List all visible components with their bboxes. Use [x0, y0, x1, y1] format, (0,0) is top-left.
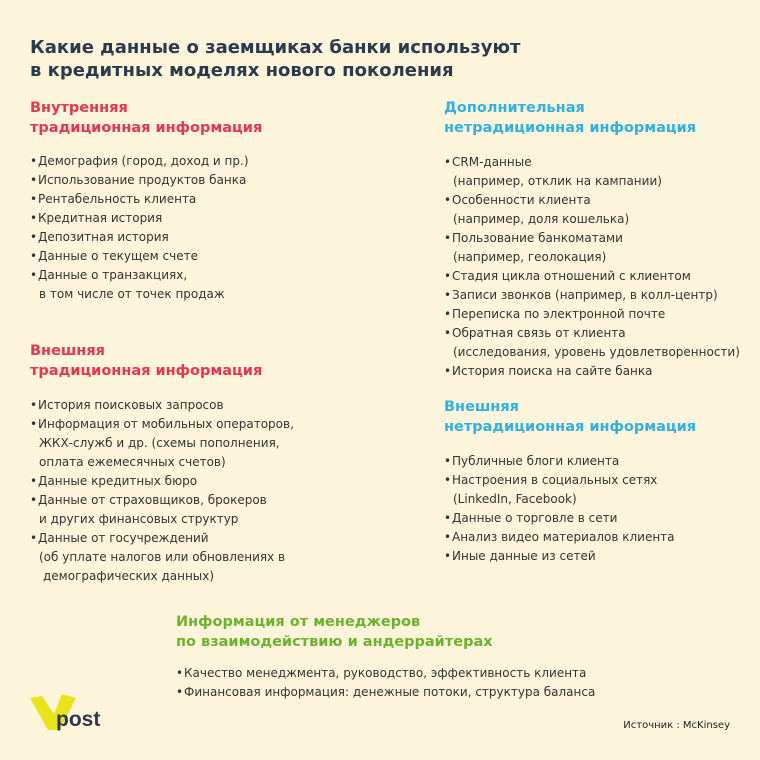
external-traditional-list — [30, 396, 294, 586]
list-item: • История поиска на сайте банка — [444, 362, 740, 381]
additional-heading-line-1: Дополнительная — [444, 100, 585, 116]
logo-text: post — [56, 708, 101, 731]
external-nontraditional-heading — [444, 397, 696, 437]
list-item: • Анализ видео материалов клиента — [444, 528, 675, 547]
list-item: • Стадия цикла отношений с клиентом — [444, 267, 740, 286]
list-item: • Настроения в социальных сетях — [444, 471, 675, 490]
internal-heading-line-2: традиционная информация — [30, 120, 263, 136]
managers-heading-line-1: Информация от менеджеров — [176, 614, 421, 630]
list-item-continuation: и других финансовых структур — [39, 512, 239, 526]
page-title-line-2: в кредитных моделях нового поколения — [30, 60, 454, 81]
list-item: • CRM-данные — [444, 153, 740, 172]
list-item-continuation: ЖКХ-служб и др. (схемы пополнения, — [39, 436, 280, 450]
list-item: • Данные от госучреждений — [30, 529, 294, 548]
internal-heading-line-1: Внутренняя — [30, 100, 128, 116]
external-nontraditional-list — [444, 452, 675, 566]
list-item: • Депозитная история — [30, 228, 249, 247]
external-traditional-heading — [30, 341, 262, 381]
additional-heading-line-2: нетрадиционная информация — [444, 120, 697, 136]
external-traditional-heading-line-2: традиционная информация — [30, 363, 263, 379]
list-item: • Иные данные из сетей — [444, 547, 675, 566]
list-item: • Рентабельность клиента — [30, 190, 249, 209]
page-title — [30, 36, 520, 82]
external-traditional-heading-line-1: Внешняя — [30, 343, 105, 359]
internal-list — [30, 152, 249, 304]
external-nontraditional-heading-line-1: Внешняя — [444, 399, 519, 415]
list-item-continuation: в том числе от точек продаж — [39, 287, 225, 301]
list-item: • Кредитная история — [30, 209, 249, 228]
list-item-continuation: оплата ежемесячных счетов) — [39, 455, 226, 469]
additional-heading — [444, 98, 696, 138]
list-item: • Информация от мобильных операторов, — [30, 415, 294, 434]
page-title-line-1: Какие данные о заемщиках банки используют — [30, 37, 521, 58]
list-item: • История поисковых запросов — [30, 396, 294, 415]
list-item: • Демография (город, доход и пр.) — [30, 152, 249, 171]
source-note: Источник : McKinsey — [623, 720, 730, 731]
list-item-continuation: (например, геолокация) — [453, 250, 607, 264]
managers-heading — [176, 612, 493, 652]
external-nontraditional-heading-line-2: нетрадиционная информация — [444, 419, 697, 435]
list-item-continuation: (исследования, уровень удовлетворенности) — [453, 345, 740, 359]
list-item-continuation: (об уплате налогов или обновлениях в — [39, 550, 286, 564]
managers-list — [176, 664, 595, 702]
list-item: • Данные о транзакциях, — [30, 266, 249, 285]
list-item: • Использование продуктов банка — [30, 171, 249, 190]
list-item: • Пользование банкоматами — [444, 229, 740, 248]
list-item: • Публичные блоги клиента — [444, 452, 675, 471]
list-item-continuation: (например, отклик на кампании) — [453, 174, 662, 188]
additional-list — [444, 153, 740, 381]
list-item-continuation: (например, доля кошелька) — [453, 212, 630, 226]
list-item: • Записи звонков (например, в колл-центр) — [444, 286, 740, 305]
list-item: • Особенности клиента — [444, 191, 740, 210]
list-item: • Данные о текущем счете — [30, 247, 249, 266]
list-item: • Данные кредитных бюро — [30, 472, 294, 491]
list-item: • Данные о торговле в сети — [444, 509, 675, 528]
list-item-continuation: (LinkedIn, Facebook) — [453, 492, 577, 506]
list-item-continuation: демографических данных) — [43, 569, 215, 583]
internal-heading — [30, 98, 262, 138]
list-item: • Качество менеджмента, руководство, эффективность клиента — [176, 664, 595, 683]
list-item: • Финансовая информация: денежные потоки, структура баланса — [176, 683, 595, 702]
list-item: • Переписка по электронной почте — [444, 305, 740, 324]
managers-heading-line-2: по взаимодействию и андеррайтерах — [176, 634, 493, 650]
list-item: • Обратная связь от клиента — [444, 324, 740, 343]
list-item: • Данные от страховщиков, брокеров — [30, 491, 294, 510]
